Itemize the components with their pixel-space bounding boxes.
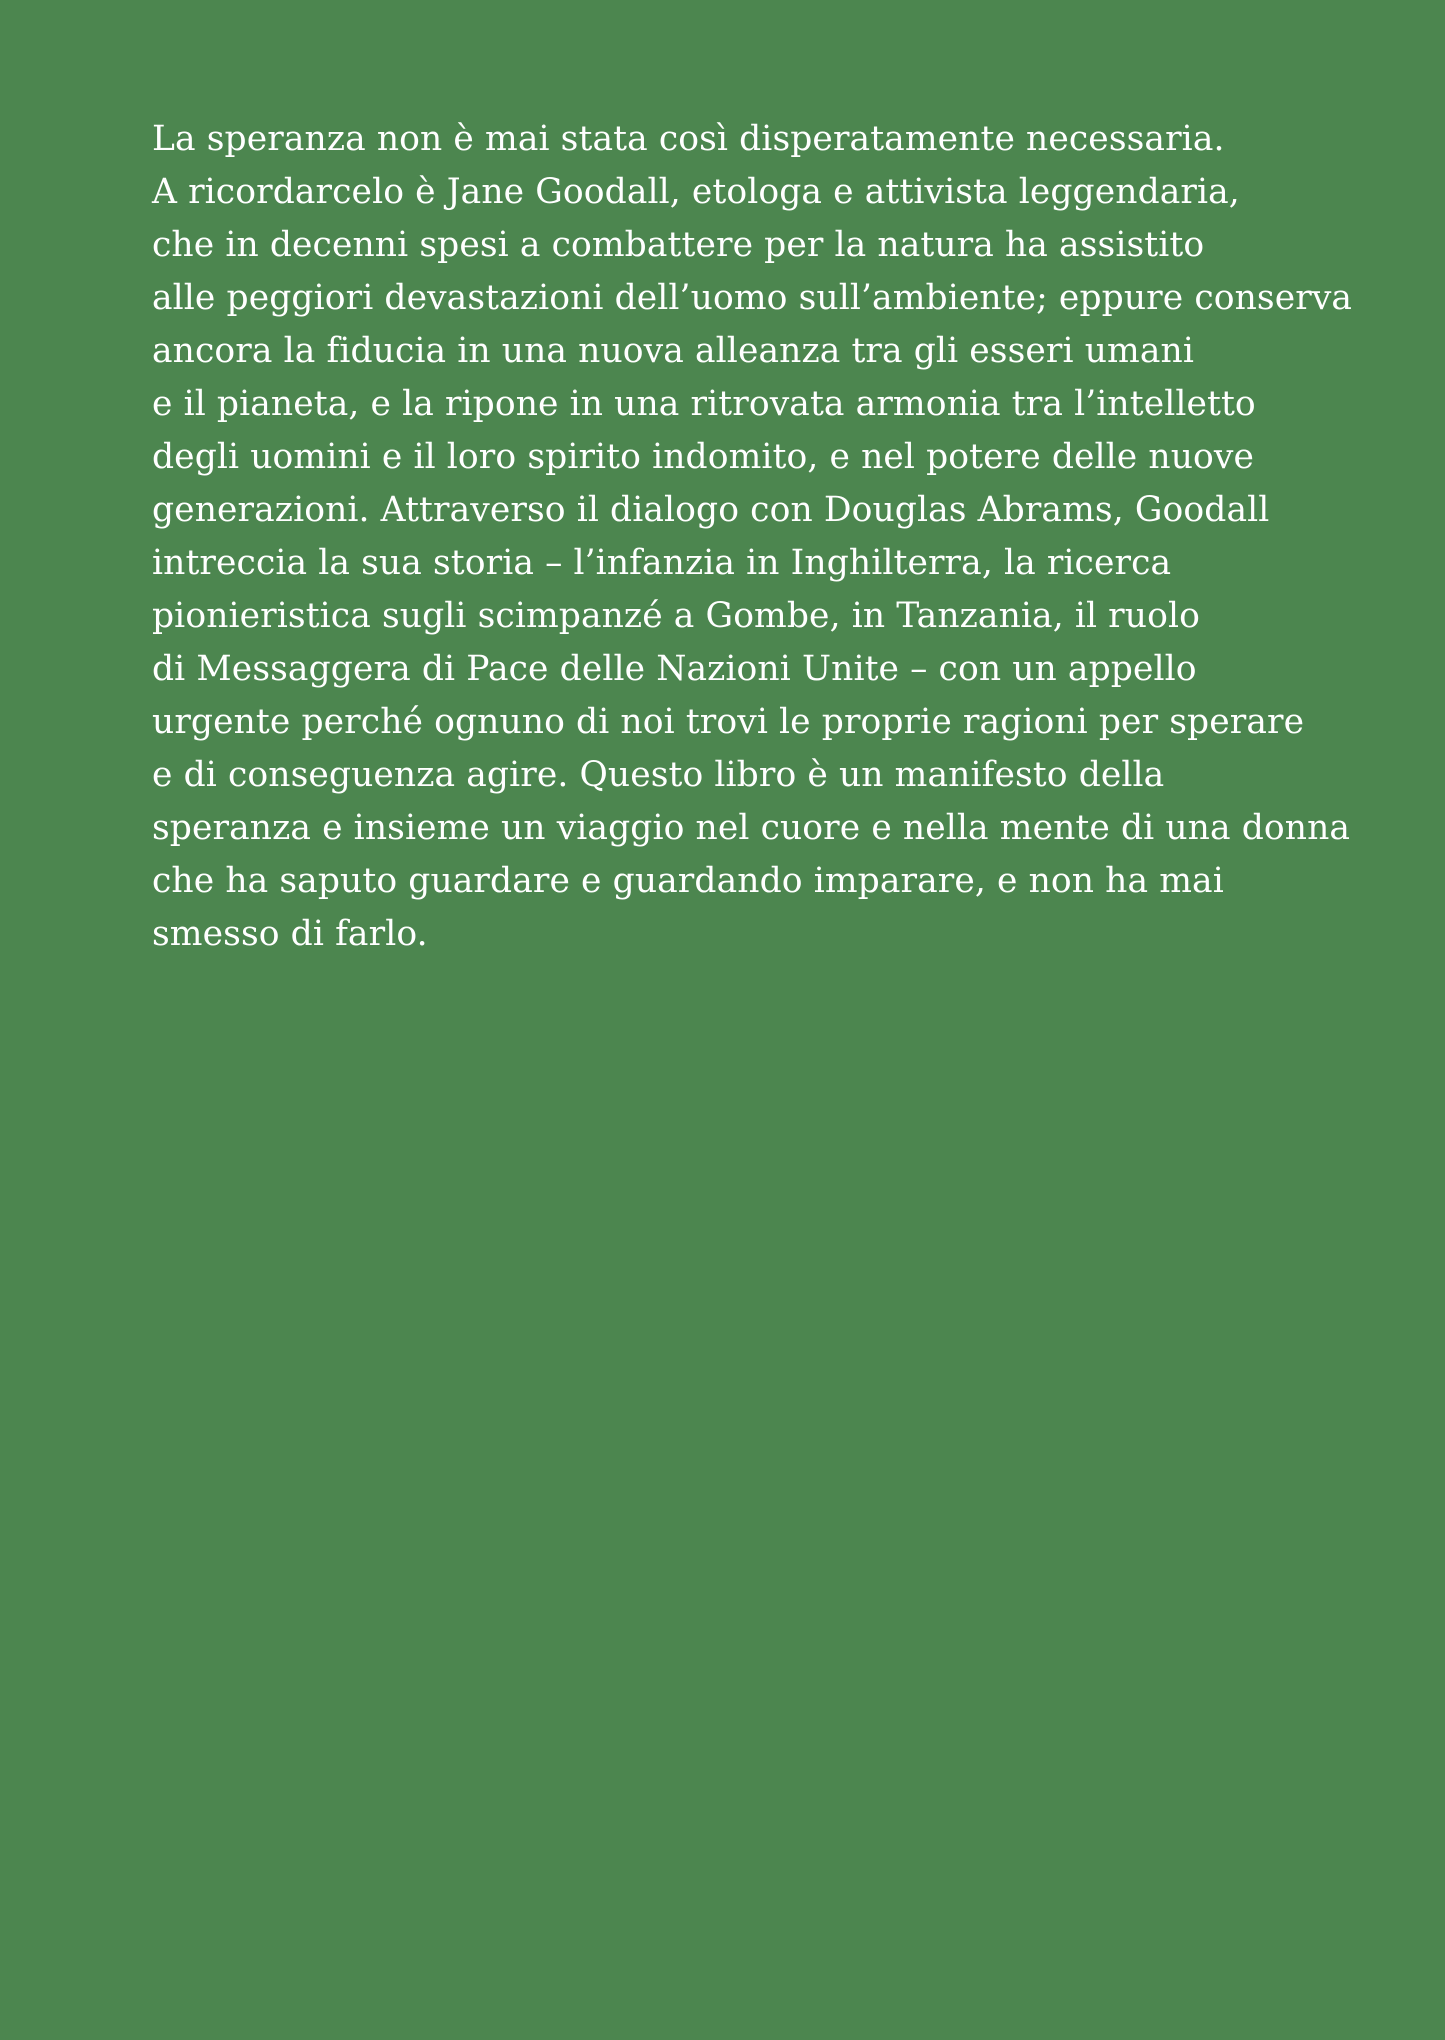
blurb-line: smesso di farlo.: [152, 914, 428, 954]
blurb-line: che ha saputo guardare e guardando imparare, e non ha mai: [152, 861, 1224, 901]
blurb-line: degli uomini e il loro spirito indomito, e nel potere delle nuove: [152, 437, 1255, 477]
blurb-paragraph: [152, 113, 1352, 961]
blurb-line: generazioni. Attraverso il dialogo con Douglas Abrams, Goodall: [152, 490, 1270, 530]
blurb-line: e di conseguenza agire. Questo libro è un manifesto della: [152, 755, 1165, 795]
blurb-line: alle peggiori devastazioni dell’uomo sull’ambiente; eppure conserva: [152, 278, 1353, 318]
blurb-line: pionieristica sugli scimpanzé a Gombe, in Tanzania, il ruolo: [152, 596, 1200, 636]
blurb-line: che in decenni spesi a combattere per la natura ha assistito: [152, 225, 1205, 265]
blurb-line: urgente perché ognuno di noi trovi le proprie ragioni per sperare: [152, 702, 1305, 742]
blurb-line: speranza e insieme un viaggio nel cuore e nella mente di una donna: [152, 808, 1351, 848]
blurb-line: A ricordarcelo è Jane Goodall, etologa e attivista leggendaria,: [152, 172, 1240, 212]
blurb-line: ancora la fiducia in una nuova alleanza tra gli esseri umani: [152, 331, 1194, 371]
blurb-line: e il pianeta, e la ripone in una ritrovata armonia tra l’intelletto: [152, 384, 1256, 424]
blurb-line: di Messaggera di Pace delle Nazioni Unite – con un appello: [152, 649, 1197, 689]
blurb-line: La speranza non è mai stata così disperatamente necessaria.: [152, 119, 1225, 159]
blurb-line: intreccia la sua storia – l’infanzia in Inghilterra, la ricerca: [152, 543, 1172, 583]
